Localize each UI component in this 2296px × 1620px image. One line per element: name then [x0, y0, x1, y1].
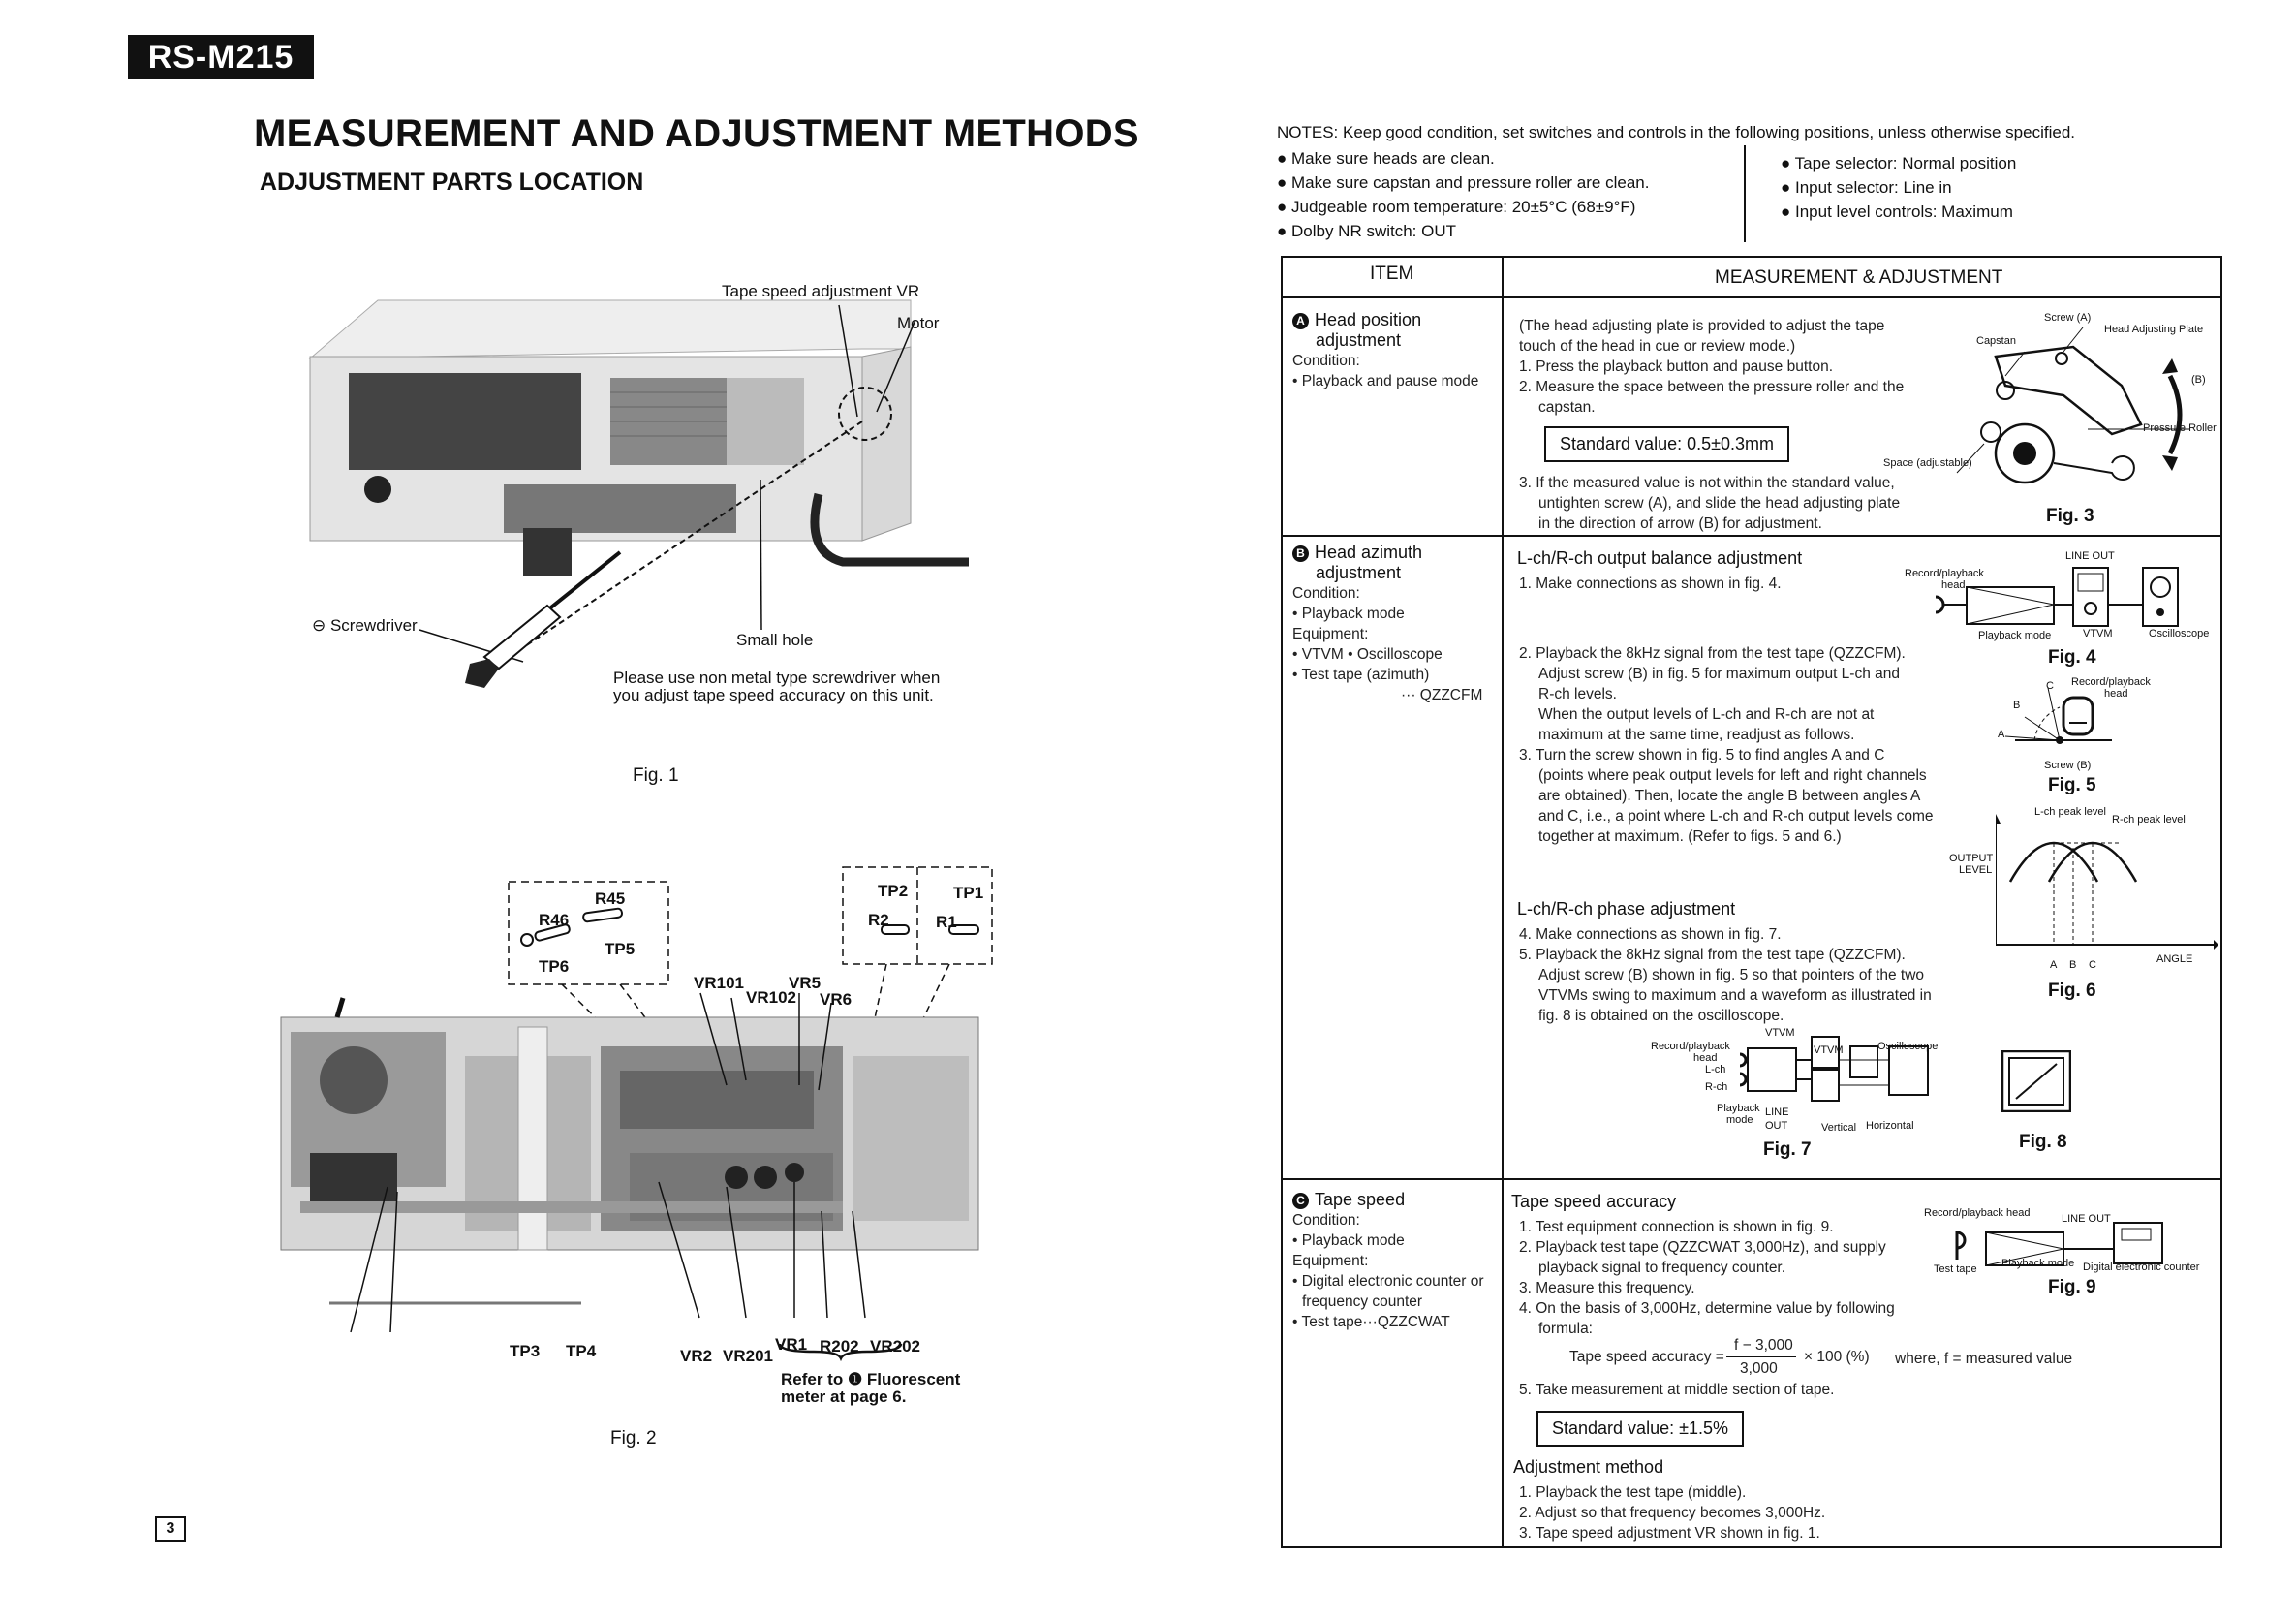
row-b-item: [1292, 543, 1496, 705]
row-a-step2b: capstan.: [1538, 399, 1596, 416]
fig1-label-vr: Tape speed adjustment VR: [722, 282, 920, 300]
fig5-label-head: Record/playback: [2071, 676, 2151, 688]
fig4-label-line-out: LINE OUT: [2065, 550, 2115, 562]
fig3-caption: Fig. 3: [2046, 506, 2094, 526]
row-c-steps: [1519, 1217, 1926, 1339]
formula-where: where, f = measured value: [1895, 1351, 2073, 1367]
row-a-item: [1292, 310, 1496, 391]
row-b-s2d: When the output levels of L-ch and R-ch are not at: [1538, 706, 1875, 723]
fig3-label-screw: Screw (A): [2044, 312, 2092, 324]
row-a-standard-value: Standard value: 0.5±0.3mm: [1544, 426, 1789, 462]
fig3-diagram: [1918, 308, 2209, 502]
row-b-s3d: and C, i.e., a point where L-ch and R-ch output levels come: [1538, 808, 1934, 825]
row-a-title2: adjustment: [1316, 330, 1402, 350]
row-b-equip3: ··· QZZCFM: [1401, 687, 1483, 703]
row-b-s2a: 2. Playback the 8kHz signal from the test tape (QZZCFM).: [1519, 645, 1906, 662]
row-b-s3a: 3. Turn the screw shown in fig. 5 to find angles A and C: [1519, 747, 1885, 763]
fig2-label-r2: R2: [868, 911, 889, 929]
fig5-caption: Fig. 5: [2048, 775, 2096, 795]
fig7-label-horizontal: Horizontal: [1866, 1120, 1914, 1132]
fig2-label-vr1: VR1: [775, 1335, 808, 1354]
row-c-title1: Tape speed: [1315, 1190, 1406, 1209]
fig6-label-a: A: [2050, 959, 2058, 971]
row-a-step1: 1. Press the playback button and pause button.: [1519, 358, 1834, 375]
fig2-label-vr2: VR2: [680, 1347, 713, 1365]
row-c-equip3: • Test tape···QZZCWAT: [1292, 1314, 1450, 1330]
fig9-label-mode: Playback mode: [2001, 1258, 2075, 1269]
row-b-s3e: together at maximum. (Refer to figs. 5 and 6.): [1538, 828, 1842, 845]
row-a-intro2: touch of the head in cue or review mode.): [1519, 338, 1796, 355]
fig6-label-c: C: [2089, 959, 2096, 971]
formula-denominator: 3,000: [1740, 1360, 1778, 1377]
fig2-label-tp2: TP2: [878, 882, 909, 900]
row-c-s4b: formula:: [1538, 1321, 1593, 1337]
fig4-label-mode: Playback mode: [1978, 630, 2052, 641]
table-header-item: ITEM: [1370, 264, 1414, 284]
note-right-1: ● Tape selector: Normal position: [1781, 154, 2017, 172]
fig8-caption: Fig. 8: [2019, 1132, 2067, 1152]
note-right-2: ● Input selector: Line in: [1781, 178, 1952, 197]
fig9-label-head: Record/playback head: [1924, 1207, 2031, 1219]
fig6-caption: Fig. 6: [2048, 981, 2096, 1001]
page-title: MEASUREMENT AND ADJUSTMENT METHODS: [254, 112, 1139, 155]
row-b-s5d: fig. 8 is obtained on the oscilloscope.: [1538, 1008, 1784, 1024]
fig3-label-b: (B): [2191, 374, 2206, 386]
note-left-3: ● Judgeable room temperature: 20±5°C (68±9°F): [1277, 198, 1636, 216]
model-tag: RS-M215: [128, 35, 314, 79]
fig6-diagram: [1996, 814, 2218, 969]
fig6-label-angle: ANGLE: [2156, 953, 2193, 965]
fig4-label-head1: Record/playback: [1905, 568, 1984, 579]
row-b-s4: 4. Make connections as shown in fig. 7.: [1519, 926, 1782, 943]
row-a-intro1: (The head adjusting plate is provided to adjust the tape: [1519, 318, 1885, 334]
row-b-s3b: (points where peak output levels for left and right channels: [1538, 767, 1927, 784]
note-left-1: ● Make sure heads are clean.: [1277, 149, 1495, 168]
fig7-label-vtvm1: VTVM: [1765, 1027, 1795, 1039]
fig2-label-vr6: VR6: [820, 990, 853, 1009]
row-a-step3: [1519, 473, 1907, 534]
table-column-divider: [1502, 256, 1504, 1546]
row-b-title2: adjustment: [1316, 563, 1402, 582]
fig2-label-tp4: TP4: [566, 1342, 597, 1360]
row-c-condition: • Playback mode: [1292, 1232, 1405, 1249]
fig2-illustration: [271, 862, 1008, 1366]
fig5-label-a: A: [1998, 729, 2005, 740]
fig2-label-vr202: VR202: [870, 1337, 920, 1355]
note-left-2: ● Make sure capstan and pressure roller are clean.: [1277, 173, 1650, 192]
fig7-label-osc: Oscilloscope: [1877, 1041, 1939, 1052]
table-header-divider: [1281, 296, 2220, 298]
fig7-label-line: LINE: [1765, 1106, 1789, 1118]
row-c-s3: 3. Measure this frequency.: [1519, 1280, 1695, 1296]
fig5-label-c: C: [2046, 680, 2054, 692]
fig2-label-tp3: TP3: [510, 1342, 541, 1360]
formula-fraction-bar: [1726, 1356, 1796, 1357]
fig7-label-vtvm2: VTVM: [1814, 1044, 1844, 1056]
page-number: 3: [155, 1516, 186, 1542]
section-title: ADJUSTMENT PARTS LOCATION: [260, 169, 644, 196]
row-b-condition: • Playback mode: [1292, 606, 1405, 622]
fig7-label-head2: head: [1693, 1052, 1718, 1064]
fig7-label-vertical: Vertical: [1821, 1122, 1857, 1134]
fig2-label-r45: R45: [595, 889, 626, 908]
row-c-section-accuracy: Tape speed accuracy: [1511, 1192, 1677, 1211]
fig7-label-mode1: Playback: [1717, 1103, 1760, 1114]
row-c-s2a: 2. Playback test tape (QZZCWAT 3,000Hz), and supply: [1519, 1239, 1886, 1256]
row-b-condition-label: Condition:: [1292, 585, 1360, 602]
row-c-equip1: • Digital electronic counter or: [1292, 1273, 1484, 1290]
fig1-label-small-hole: Small hole: [736, 631, 814, 649]
row-b-equip2: • Test tape (azimuth): [1292, 667, 1430, 683]
fig7-caption: Fig. 7: [1763, 1139, 1812, 1160]
row-c-method-steps: [1519, 1482, 1926, 1543]
row-b-s2c: R-ch levels.: [1538, 686, 1617, 702]
fig2-label-vr102: VR102: [746, 988, 796, 1007]
fig7-label-lch: L-ch: [1705, 1064, 1726, 1075]
fig6-label-level: LEVEL: [1959, 864, 1993, 876]
fig5-label-screw: Screw (B): [2044, 760, 2092, 771]
fig2-label-r1: R1: [936, 913, 957, 931]
fig8-diagram: [2001, 1050, 2071, 1112]
row-a-step3a: 3. If the measured value is not within the standard value,: [1519, 475, 1895, 491]
table-row-divider-2: [1281, 1178, 2220, 1180]
fig1-illustration: [291, 271, 969, 717]
fig1-note-line2: you adjust tape speed accuracy on this unit.: [613, 686, 934, 704]
fig1-caption: Fig. 1: [633, 765, 679, 786]
badge-a: A: [1292, 313, 1309, 329]
row-b-s2b: Adjust screw (B) in fig. 5 for maximum output L-ch and: [1538, 666, 1901, 682]
row-b-s5a: 5. Playback the 8kHz signal from the test tape (QZZCFM).: [1519, 947, 1906, 963]
row-a-condition: • Playback and pause mode: [1292, 373, 1479, 389]
note-right-3: ● Input level controls: Maximum: [1781, 202, 2013, 221]
fig2-label-r46: R46: [539, 911, 570, 929]
fig2-caption: Fig. 2: [610, 1428, 657, 1449]
fig2-refer-line1: Refer to ❶ Fluorescent: [781, 1370, 961, 1388]
row-b-section-balance: L-ch/R-ch output balance adjustment: [1517, 548, 1803, 568]
row-b-steps-2-3: [1519, 643, 1945, 847]
fig9-label-counter: Digital electronic counter: [2083, 1262, 2200, 1273]
fig6-label-output: OUTPUT: [1949, 853, 1994, 864]
fig2-label-vr5: VR5: [789, 974, 822, 992]
fig7-label-mode2: mode: [1726, 1114, 1753, 1126]
notes-divider: [1744, 145, 1746, 242]
row-b-s2e: maximum at the same time, readjust as follows.: [1538, 727, 1855, 743]
fig3-label-roller: Pressure Roller: [2143, 422, 2217, 434]
fig4-caption: Fig. 4: [2048, 647, 2096, 668]
fig2-label-vr101: VR101: [694, 974, 744, 992]
row-c-equip2: frequency counter: [1302, 1293, 1423, 1310]
row-b-section-phase: L-ch/R-ch phase adjustment: [1517, 899, 1736, 919]
fig3-label-plate: Head Adjusting Plate: [2104, 324, 2204, 335]
fig2-label-tp5: TP5: [605, 940, 636, 958]
fig4-label-vtvm: VTVM: [2083, 628, 2113, 639]
row-b-equipment-label: Equipment:: [1292, 626, 1369, 642]
row-c-condition-label: Condition:: [1292, 1212, 1360, 1229]
row-c-standard-value: Standard value: ±1.5%: [1536, 1411, 1744, 1447]
row-b-equip1: • VTVM • Oscilloscope: [1292, 646, 1443, 663]
fig5-label-b: B: [2013, 700, 2021, 711]
row-a-step3c: in the direction of arrow (B) for adjustment.: [1538, 515, 1822, 532]
row-b-s5b: Adjust screw (B) shown in fig. 5 so that pointers of the two: [1538, 967, 1925, 983]
row-a-condition-label: Condition:: [1292, 353, 1360, 369]
fig7-label-out: OUT: [1765, 1120, 1788, 1132]
fig9-label-test-tape: Test tape: [1934, 1263, 1977, 1275]
table-header-measurement: MEASUREMENT & ADJUSTMENT: [1715, 267, 2003, 288]
row-c-s5: 5. Take measurement at middle section of tape.: [1519, 1382, 1835, 1398]
row-b-s5c: VTVMs swing to maximum and a waveform as illustrated in: [1538, 987, 1932, 1004]
fig7-label-head1: Record/playback: [1651, 1041, 1730, 1052]
row-c-section-method: Adjustment method: [1513, 1457, 1664, 1477]
badge-b: B: [1292, 545, 1309, 562]
fig9-label-line-out: LINE OUT: [2062, 1213, 2111, 1225]
row-c-m2: 2. Adjust so that frequency becomes 3,000Hz.: [1519, 1505, 1826, 1521]
table-row-divider-1: [1281, 535, 2220, 537]
fig3-label-capstan: Capstan: [1976, 335, 2016, 347]
row-c-s2b: playback signal to frequency counter.: [1538, 1260, 1786, 1276]
formula-numerator: f − 3,000: [1734, 1337, 1793, 1354]
fig1-label-screwdriver: ⊖ Screwdriver: [312, 616, 418, 635]
formula-rhs: × 100 (%): [1804, 1349, 1870, 1365]
row-c-s1: 1. Test equipment connection is shown in fig. 9.: [1519, 1219, 1834, 1235]
fig2-label-tp1: TP1: [953, 884, 984, 902]
row-b-title1: Head azimuth: [1315, 543, 1423, 562]
fig1-label-motor: Motor: [897, 314, 940, 332]
fig7-label-rch: R-ch: [1705, 1081, 1728, 1093]
row-b-steps-4-5: [1519, 924, 1945, 1026]
row-a-step3b: untighten screw (A), and slide the head adjusting plate: [1538, 495, 1901, 512]
fig4-label-head2: head: [1941, 579, 1966, 591]
row-c-item: [1292, 1190, 1496, 1332]
fig1-note-line1: Please use non metal type screwdriver when: [613, 669, 941, 687]
fig2-label-tp6: TP6: [539, 957, 570, 976]
fig6-label-b: B: [2069, 959, 2077, 971]
fig5-label-head2: head: [2104, 688, 2128, 700]
row-c-m3: 3. Tape speed adjustment VR shown in fig. 1.: [1519, 1525, 1820, 1542]
formula-lhs: Tape speed accuracy =: [1569, 1349, 1724, 1365]
fig3-label-space: Space (adjustable): [1883, 457, 1972, 469]
fig4-label-osc: Oscilloscope: [2149, 628, 2210, 639]
note-left-4: ● Dolby NR switch: OUT: [1277, 222, 1457, 240]
fig6-label-rpeak: R-ch peak level: [2112, 814, 2186, 826]
badge-c: C: [1292, 1193, 1309, 1209]
row-b-step1: 1. Make connections as shown in fig. 4.: [1519, 576, 1782, 592]
row-c-m1: 1. Playback the test tape (middle).: [1519, 1484, 1747, 1501]
notes-heading: NOTES: Keep good condition, set switches and controls in the following positions, unless otherwise specified.: [1277, 123, 2076, 141]
row-a-title1: Head position: [1315, 310, 1422, 329]
row-c-s4a: 4. On the basis of 3,000Hz, determine value by following: [1519, 1300, 1895, 1317]
notes-right-block: [1781, 151, 2016, 224]
fig2-label-vr201: VR201: [723, 1347, 773, 1365]
fig2-label-r202: R202: [820, 1337, 859, 1355]
fig9-caption: Fig. 9: [2048, 1277, 2096, 1297]
row-a-step2a: 2. Measure the space between the pressure roller and the: [1519, 379, 1905, 395]
fig6-label-lpeak: L-ch peak level: [2034, 806, 2106, 818]
row-b-s3c: are obtained). Then, locate the angle B between angles A: [1538, 788, 1921, 804]
row-a-measure: [1519, 316, 1907, 418]
fig2-refer-line2: meter at page 6.: [781, 1387, 907, 1406]
row-c-equipment-label: Equipment:: [1292, 1253, 1369, 1269]
